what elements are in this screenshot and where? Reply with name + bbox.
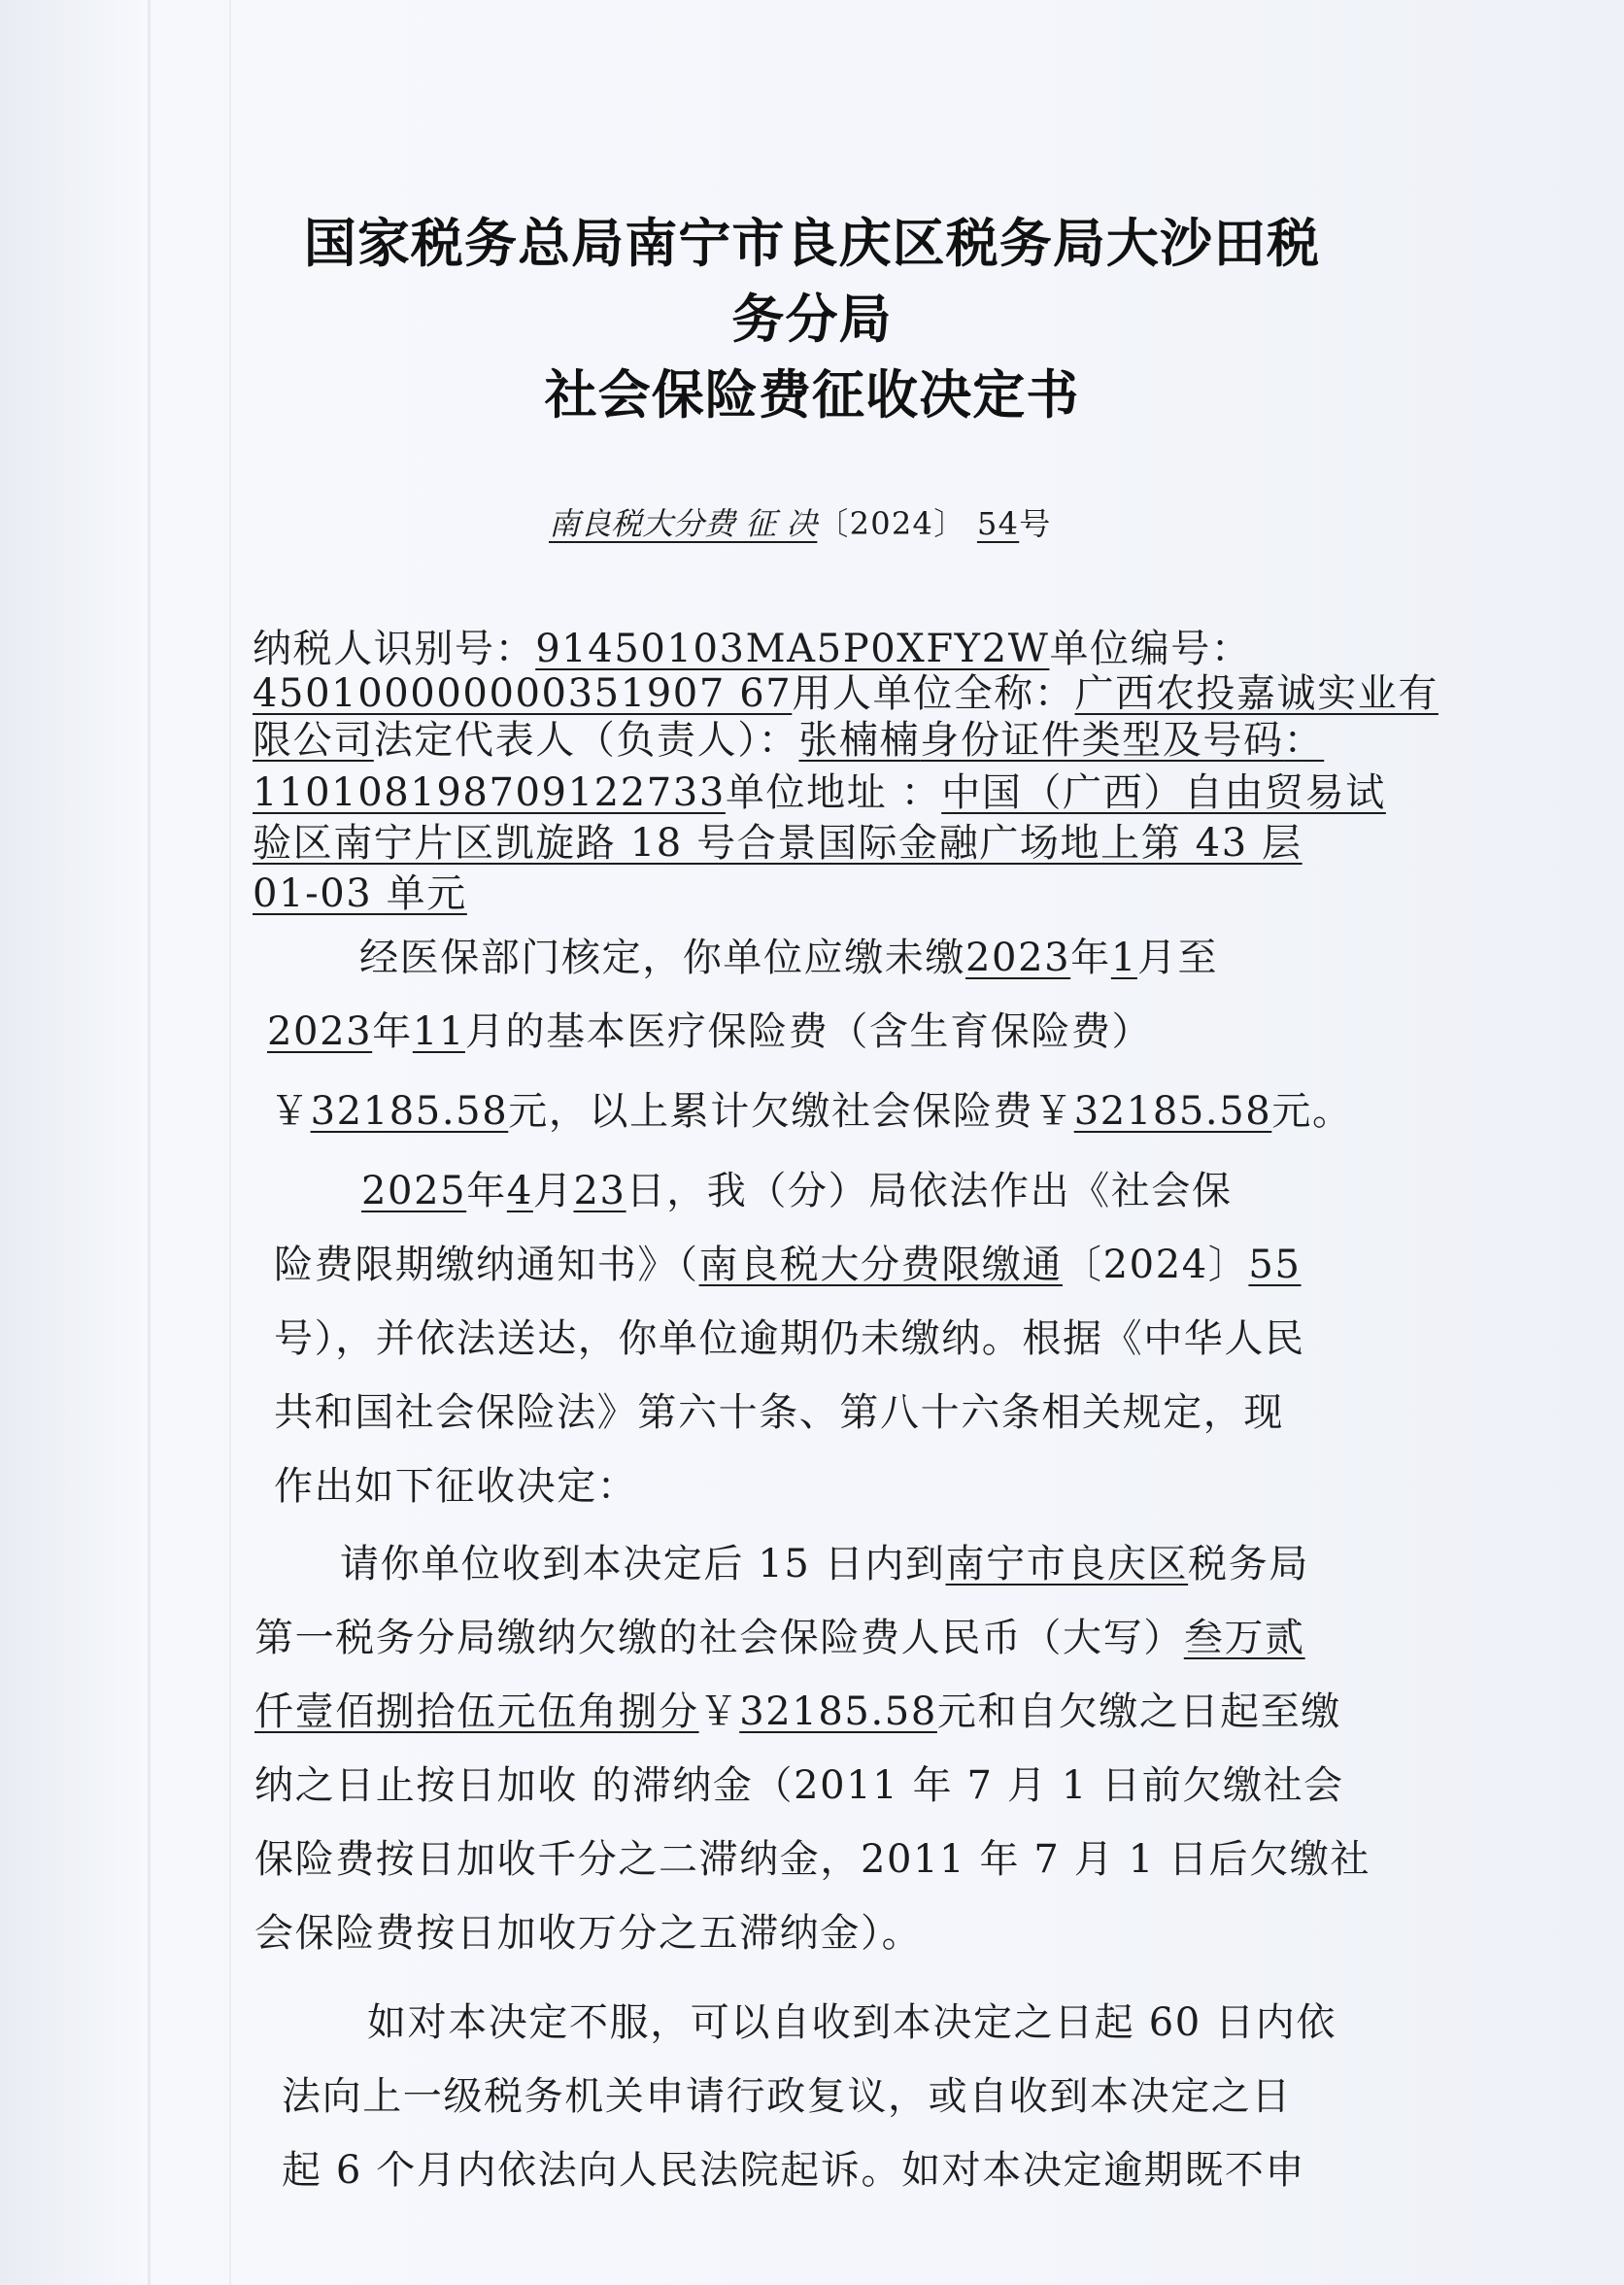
- para2-line-2: [274, 1234, 1302, 1289]
- payable-amount: 32185.58: [739, 1689, 937, 1734]
- title-line-3: 社会保险费征收决定书: [544, 364, 1080, 426]
- para1-text: 月的基本医疗保险费（含生育保险费）: [464, 1009, 1153, 1054]
- para2-line-4: 共和国社会保险法》第六十条、第八十六条相关规定，现: [274, 1390, 1284, 1435]
- employer-label: 用人单位全称：: [792, 671, 1075, 716]
- tin-value: 91450103MA5P0XFY2W: [535, 627, 1050, 671]
- para3-line-3: [254, 1681, 1341, 1736]
- para2-text: 日，我（分）局依法作出《社会保: [626, 1169, 1233, 1213]
- para3-line-2: [254, 1607, 1305, 1662]
- address-part-1: 中国（广西）自由贸易试: [941, 770, 1386, 815]
- notice-month: 4: [506, 1169, 533, 1213]
- para3-text: 税务局: [1188, 1542, 1309, 1586]
- para1-text: 元。: [1271, 1089, 1353, 1134]
- id-number: 110108198709122733: [253, 770, 726, 815]
- para3-text: 请你单位收到本决定后 15 日内到: [340, 1542, 946, 1586]
- para4-line-2: 法向上一级税务机关申请行政复议，或自收到本决定之日: [282, 2074, 1292, 2119]
- para1-line-3: [270, 1080, 1353, 1136]
- para3-line-5: 保险费按日加收千分之二滞纳金，2011 年 7 月 1 日后欠缴社: [254, 1837, 1371, 1882]
- total-owed-amount: 32185.58: [1073, 1089, 1272, 1134]
- end-year: 2023: [267, 1009, 373, 1054]
- header-info-line-4: [253, 762, 1386, 817]
- yen-sign: ￥: [698, 1689, 740, 1734]
- header-info-line-5: [253, 812, 1303, 868]
- year-char: 年: [372, 1009, 413, 1054]
- address-part-3: 01-03 单元: [253, 871, 467, 916]
- unit-no-value: 450100000000351907 67: [253, 671, 793, 716]
- para1-text: 经医保部门核定，你单位应缴未缴: [359, 936, 965, 980]
- para4-line-3: 起 6 个月内依法向人民法院起诉。如对本决定逾期既不申: [282, 2148, 1306, 2193]
- notice-year: 2025: [361, 1169, 467, 1213]
- id-type-label: 身份证件类型及号码: [920, 718, 1284, 763]
- owed-amount: 32185.58: [310, 1089, 509, 1134]
- legal-rep-label: 法定代表人（负责人）：: [373, 718, 799, 763]
- notice-doc-number: 55: [1248, 1243, 1302, 1287]
- start-month: 1: [1110, 936, 1137, 980]
- legal-rep-name: 张楠楠: [798, 718, 921, 763]
- para2-text: 月: [532, 1169, 574, 1213]
- notice-doc-no: 南良税大分费限缴通: [698, 1243, 1064, 1287]
- para2-text: 险费限期缴纳通知书》（: [274, 1243, 699, 1287]
- address-part-2: 验区南宁片区凯旋路 18 号合景国际金融广场地上第 43 层: [253, 821, 1303, 866]
- para3-text: 元和自欠缴之日起至缴: [936, 1689, 1341, 1734]
- para3-text: 第一税务分局缴纳欠缴的社会保险费人民币（大写）: [254, 1616, 1184, 1660]
- para1-text: 月至: [1136, 936, 1219, 980]
- para2-line-1: [361, 1160, 1233, 1215]
- para3-line-1: [340, 1533, 1309, 1588]
- tax-office-name: 南宁市良庆区: [945, 1542, 1189, 1586]
- doc-no-prefix: 南良税大分费 征 决: [549, 505, 818, 542]
- para4-line-1: 如对本决定不服，可以自收到本决定之日起 60 日内依: [367, 2000, 1336, 2045]
- header-info-line-3: [253, 709, 1324, 765]
- title-line-2: 务分局: [731, 289, 893, 350]
- employer-name-part-2: 限公司: [253, 718, 374, 763]
- employer-name-part-1: 广西农投嘉诚实业有: [1074, 671, 1438, 716]
- year-char: 年: [1070, 936, 1111, 980]
- doc-no-suffix: 号: [1019, 505, 1052, 542]
- amount-in-words-part-2: 仟壹佰捌拾伍元伍角捌分: [254, 1689, 699, 1734]
- start-year: 2023: [965, 936, 1071, 980]
- para2-line-3: 号），并依法送达，你单位逾期仍未缴纳。根据《中华人民: [274, 1316, 1305, 1361]
- document-number: [549, 499, 1052, 544]
- notice-day: 23: [573, 1169, 626, 1213]
- yen-sign: ￥: [270, 1089, 311, 1134]
- doc-no-number: 54: [976, 505, 1020, 542]
- tin-label: 纳税人识别号：: [253, 627, 536, 671]
- notice-doc-year: 〔2024〕: [1063, 1243, 1249, 1287]
- para1-line-1: [359, 927, 1218, 982]
- para2-text: 年: [466, 1169, 507, 1213]
- para1-line-2: [267, 1001, 1152, 1056]
- para3-line-6: 会保险费按日加收万分之五滞纳金）。: [254, 1911, 923, 1956]
- para3-line-4: 纳之日止按日加收 的滞纳金（2011 年 7 月 1 日前欠缴社会: [254, 1763, 1344, 1808]
- doc-no-year: 〔2024〕: [817, 505, 966, 542]
- amount-in-words-part-1: 叁万贰: [1183, 1616, 1305, 1660]
- header-info-line-6: [253, 863, 467, 918]
- unit-no-label: 单位编号：: [1049, 627, 1252, 671]
- title-line-1: 国家税务总局南宁市良庆区税务局大沙田税: [303, 213, 1321, 274]
- id-colon: ：: [1283, 718, 1325, 763]
- para2-line-5: 作出如下征收决定：: [274, 1464, 638, 1509]
- para1-text: 元，以上累计欠缴社会保险费￥: [508, 1089, 1074, 1134]
- end-month: 11: [412, 1009, 465, 1054]
- address-label: 单位地址 ：: [725, 770, 942, 815]
